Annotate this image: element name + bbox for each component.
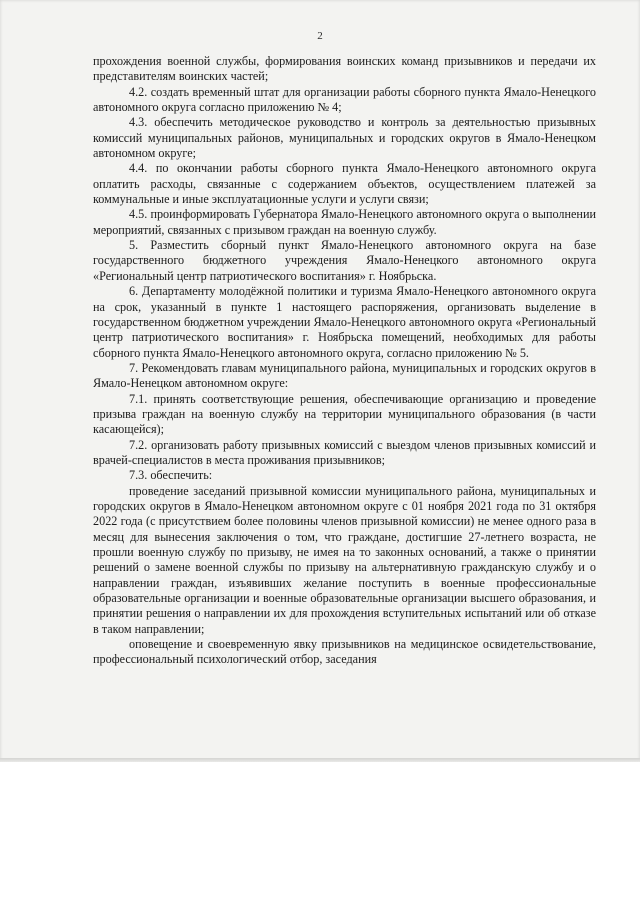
paragraph-7-2: 7.2. организовать работу призывных комиссий с выездом членов призывных комиссий и врачей-специалистов в места проживания призывников;: [93, 437, 596, 467]
paragraph-7: 7. Рекомендовать главам муниципального района, муниципальных и городских округов в Ямало-Ненецком автономном округе:: [93, 360, 596, 391]
page-number: 2: [317, 30, 323, 42]
paragraph-6: 6. Департаменту молодёжной политики и туризма Ямало-Ненецкого автономного округа на срок, указанный в пункте 1 настоящего распоряжения, организовать выделение в государственном бюджетном учреждении Ямало-Ненецкого автономного округа «Региональный центр патриотического воспитания» г. Ноябрьска помещений, необходимых для работы сборного пункта Ямало-Ненецкого автономного округа, согласно приложению № 5.: [93, 284, 596, 360]
paragraph-4-5: 4.5. проинформировать Губернатора Ямало-Ненецкого автономного округа о выполнении мероприятий, связанных с призывом граждан на военную службу.: [93, 207, 596, 237]
document-body: [93, 54, 596, 668]
paragraph-5: 5. Разместить сборный пункт Ямало-Ненецкого автономного округа на базе государственного бюджетного учреждения Ямало-Ненецкого автономного округа «Региональный центр патриотического воспитания» г. Ноябрьска.: [93, 238, 596, 283]
paragraph-7-1: 7.1. принять соответствующие решения, обеспечивающие организацию и проведение призыва граждан на военную службу на территории муниципального образования (в части касающейся);: [93, 391, 596, 437]
paragraph-7-3-notification: оповещение и своевременную явку призывников на медицинское освидетельствование, профессиональный психологический отбор, заседания: [93, 637, 596, 667]
blank-area: [0, 762, 640, 905]
paragraph-4-2: 4.2. создать временный штат для организации работы сборного пункта Ямало-Ненецкого автономного округа согласно приложению № 4;: [93, 84, 596, 115]
paragraph-7-3-meetings: проведение заседаний призывной комиссии муниципального района, муниципальных и городских округов в Ямало-Ненецком автономном округе с 01 ноября 2021 года по 31 октября 2022 года (с присутствием более половины членов призывной комиссии) не менее одного раза в месяц для вынесения заключения о том, что граждане, достигшие 27-летнего возраста, не прошли военную службу по призыву, не имея на то законных оснований, а также о принятии решений о замене военной службы по призыву на альтернативную гражданскую службу и о направлении граждан, изъявивших желание поступить в военные профессиональные образовательные организации и военные образовательные организации высшего образования, и принятии решения о направлении их для прохождения вступительных испытаний или об отказе в таком направлении;: [93, 483, 596, 636]
paragraph-7-3: 7.3. обеспечить:: [129, 468, 213, 483]
paragraph-4-4: 4.4. по окончании работы сборного пункта Ямало-Ненецкого автономного округа оплатить расходы, связанные с содержанием объектов, осуществлением платежей за коммунальные и иные эксплуатационные услуги и услуги связи;: [93, 161, 596, 207]
paragraph-continuation: прохождения военной службы, формирования воинских команд призывников и передачи их представителям воинских частей;: [93, 54, 596, 84]
paragraph-4-3: 4.3. обеспечить методическое руководство и контроль за деятельностью призывных комиссий муниципальных районов, муниципальных и городских округов в Ямало-Ненецком автономном округе;: [93, 115, 596, 161]
